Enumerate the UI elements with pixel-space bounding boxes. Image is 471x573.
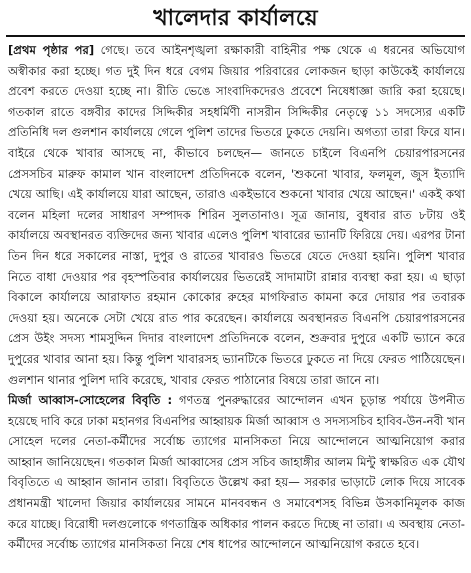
page-continuation-marker: [প্রথম পৃষ্ঠার পর] (8, 43, 95, 57)
paragraph-1-text: গেছে। তবে আইনশৃঙ্খলা রক্ষাকারী বাহিনীর পক্ষ থেকে এ ধরনের অভিযোগ অস্বীকার করা হচ্ছে। গত দুই দিন ধরে বেগম জিয়ার পরিবারের লোকজন ছাড়া কাউকেই কার্যালয়ে প্রবেশ করতে দেওয়া হচ্ছে না। রীতি ভেঙে সাংবাদিকদেরও প্রবেশে নিষেধাজ্ঞা জারি করা হয়েছে। গতকাল রাতে বঙ্গবীর কাদের সিদ্দিকীর সহধর্মিণী নাসরীন সিদ্দিকীর নেতৃত্বে ১১ সদস্যের একটি প্রতিনিধি দল গুলশান কার্যালয়ে গেলে পুলিশ তাদের ভিতরে ঢুকতে দেয়নি। অগত্যা তারা ফিরে যান। বাইরে থেকে খাবার আসছে না, কীভাবে চলছেন— জানতে চাইলে বিএনপি চেয়ারপারসনের প্রেসসচিব মারুফ কামাল খান বাংলাদেশ প্রতিদিনকে বলেন, 'শুকনো খাবার, ফলমূল, জুস ইত্যাদি খেয়ে আছি। এই কার্যালয়ে যারা আছেন, তারাও একইভাবে শুকনো খাবার খেয়ে আছেন।' একই কথা বলেন মহিলা দলের সাধারণ সম্পাদক শিরিন সুলতানাও। সূত্র জানায়, বুধবার রাত ৮টায় ওই কার্যালয়ে অবস্থানরত ব্যক্তিদের জন্য খাবার এলেও পুলিশ খাবারের ভ্যানটি ফিরিয়ে দেয়। এরপর টানা তিন দিন ধরে সকালের নাস্তা, দুপুর ও রাতের খাবারও ভিতরে যেতে দেওয়া হয়নি। পুলিশ খাবার নিতে বাধা দেওয়ার পর বৃহস্পতিবার কার্যালয়ের ভিতরেই সাদামাটা রান্নার ব্যবস্থা করা হয়। এ ছাড়া বিকালে কার্যালয়ে আরাফাত রহমান কোকোর রুহের মাগফিরাত কামনা করে দোয়ার পর তবারক দেওয়া হয়। অনেকে সেটা খেয়ে রাত পার করেছেন। কার্যালয়ে অবস্থানরত বিএনপি চেয়ারপারসনের প্রেস উইং সদস্য শামসুদ্দিন দিদার বাংলাদেশ প্রতিদিনকে বলেন, শুক্রবার দুপুরে একটি ভ্যানে করে দুপুরের খাবার আনা হয়। কিন্তু পুলিশ খাবারসহ ভ্যানটিকে ভিতরে ঢুকতে না দিয়ে ফেরত পাঠিয়েছেন। গুলশান থানার পুলিশ দাবি করেছে, খাবার ফেরত পাঠানোর বিষয়ে তারা জানে না। (8, 43, 465, 387)
headline: খালেদার কার্যালয়ে (153, 6, 318, 31)
article-body (0, 40, 471, 555)
subheading: মির্জা আব্বাস-সোহেলের বিবৃতি : (8, 393, 173, 408)
paragraph-1 (8, 40, 465, 390)
paragraph-2-text: গণতন্ত্র পুনরুদ্ধারের আন্দোলন এখন চূড়ান্ত পর্যায়ে উপনীত হয়েছে দাবি করে ঢাকা মহানগর বিএনপির আহ্বায়ক মির্জা আব্বাস ও সদস্যসচিব হাবিব-উন-নবী খান সোহেল দলের নেতা-কর্মীদের সর্বোচ্চ ত্যাগের মানসিকতা নিয়ে আন্দোলনে আত্মনিয়োগ করার আহ্বান জানিয়েছেন। গতকাল মির্জা আব্বাসের প্রেস সচিব জাহাঙ্গীর আলম মিন্টু স্বাক্ষরিত এক যৌথ বিবৃতিতে এ আহ্বান জানান তারা। বিবৃতিতে উল্লেখ করা হয়— সরকার ভাড়াটে লোক দিয়ে সাবেক প্রধানমন্ত্রী খালেদা জিয়ার কার্যালয়ের সামনে মানববন্ধন ও সমাবেশসহ বিভিন্ন উসকানিমূলক কাজ করে যাচ্ছে। বিরোধী দলগুলোকে গণতান্ত্রিক অধিকার পালন করতে দিচ্ছে না তারা। এ অবস্থায় নেতা-কর্মীদের সর্বোচ্চ ত্যাগের মানসিকতা নিয়ে শেষ ধাপের আন্দোলনে আত্মনিয়োগ করতে হবে। (8, 393, 465, 552)
paragraph-2 (8, 390, 465, 555)
headline-rule (6, 35, 465, 37)
